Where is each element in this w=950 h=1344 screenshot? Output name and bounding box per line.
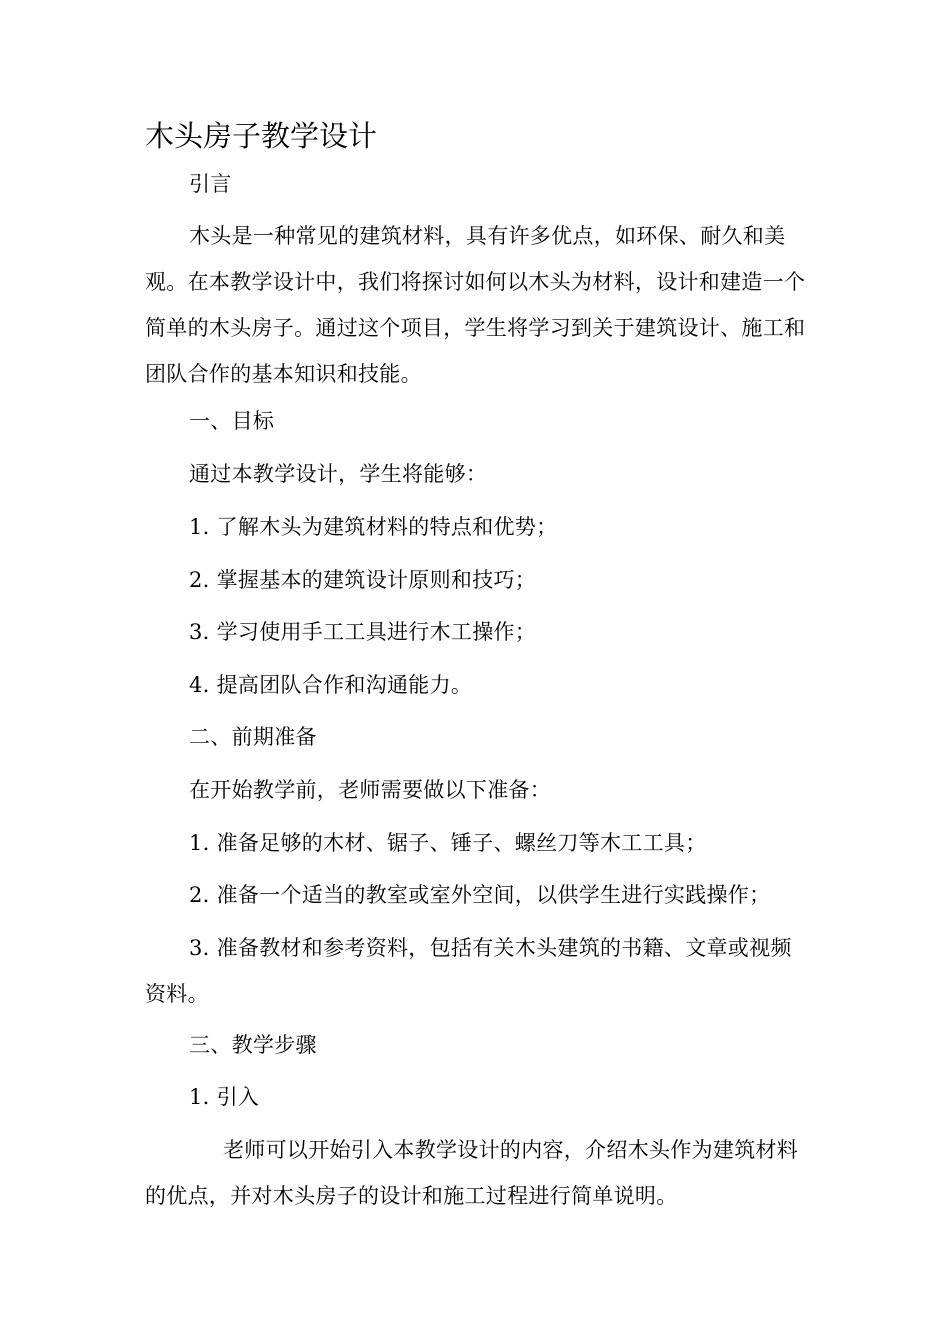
prep-item-2: 2. 准备一个适当的教室或室外空间，以供学生进行实践操作； xyxy=(189,883,771,907)
goals-lead: 通过本教学设计，学生将能够： xyxy=(189,462,488,486)
document-title: 木头房子教学设计 xyxy=(145,119,378,153)
goal-item-3: 3. 学习使用手工工具进行木工操作； xyxy=(189,620,537,644)
intro-paragraph: 木头是一种常见的建筑材料，具有许多优点，如环保、耐久和美观。在本教学设计中，我们将探讨如何以木头为材料，设计和建造一个简单的木头房子。通过这个项目，学生将学习到关于建筑设计、施工和团队合作的基本知识和技能。 xyxy=(145,224,806,386)
goal-item-2: 2. 掌握基本的建筑设计原则和技巧； xyxy=(189,568,537,592)
prep-lead: 在开始教学前，老师需要做以下准备： xyxy=(189,778,552,802)
step1-paragraph: 老师可以开始引入本教学设计的内容，介绍木头作为建筑材料的优点，并对木头房子的设计和施工过程进行简单说明。 xyxy=(145,1138,799,1208)
prep-item-3: 3. 准备教材和参考资料，包括有关木头建筑的书籍、文章或视频资料。 xyxy=(145,936,792,1006)
prep-heading: 二、前期准备 xyxy=(189,725,317,749)
steps-heading: 三、教学步骤 xyxy=(189,1033,317,1057)
goals-heading: 一、目标 xyxy=(189,409,275,433)
goal-item-1: 1. 了解木头为建筑材料的特点和优势； xyxy=(189,515,558,539)
prep-item-1: 1. 准备足够的木材、锯子、锤子、螺丝刀等木工工具； xyxy=(189,831,707,855)
goal-item-4: 4. 提高团队合作和沟通能力。 xyxy=(189,673,473,697)
step1-heading: 1. 引入 xyxy=(189,1085,260,1109)
intro-heading: 引言 xyxy=(189,172,232,196)
